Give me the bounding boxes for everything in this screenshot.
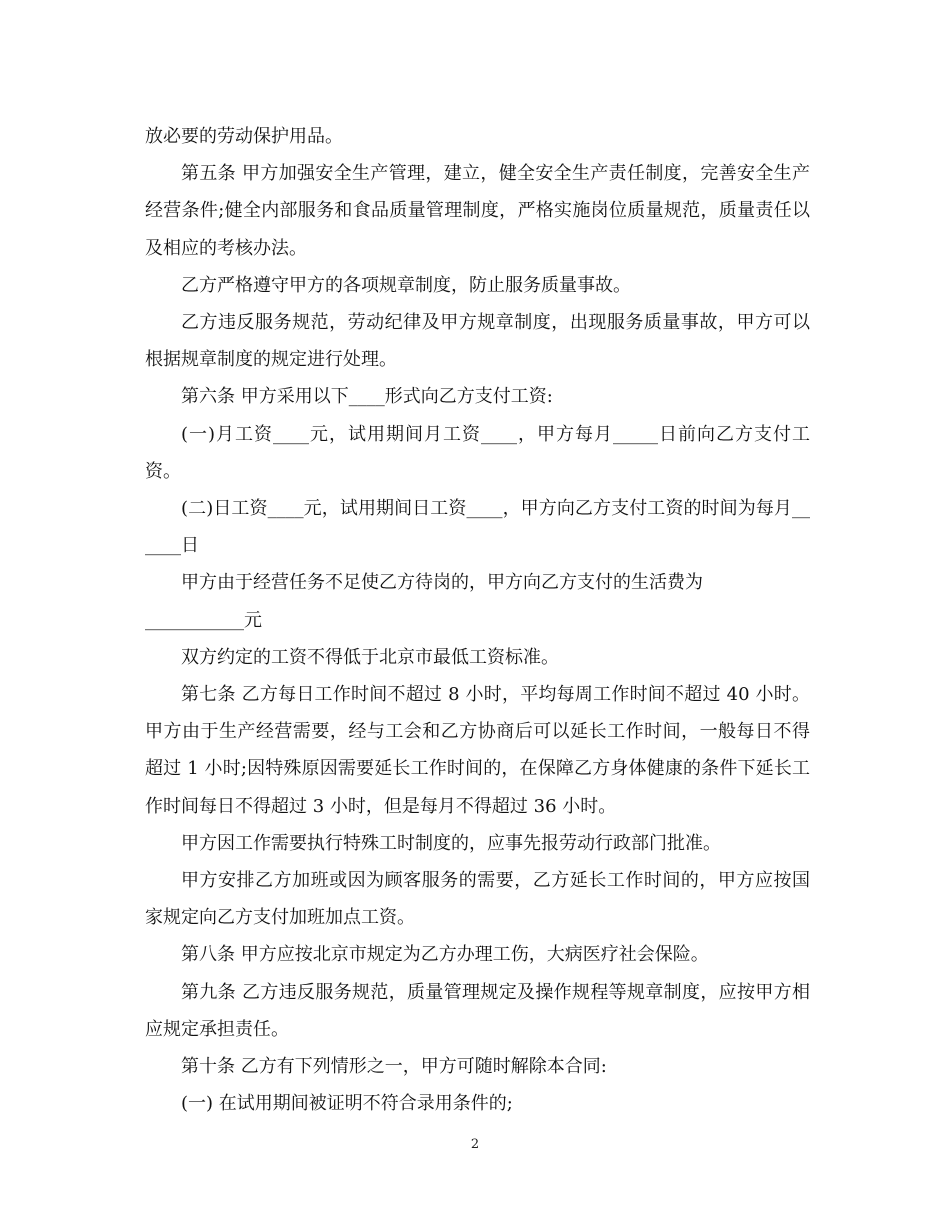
paragraph-minimum-wage: 双方约定的工资不得低于北京市最低工资标准。	[181, 646, 559, 668]
paragraph-protective-supplies: 放必要的劳动保护用品。	[145, 126, 343, 147]
paragraph-article-10: 第十条 乙方有下列情形之一，甲方可随时解除本合同:	[181, 1056, 607, 1078]
paragraph-article-7: 第七条 乙方每日工作时间不超过 8 小时，平均每周工作时间不超过 40 小时。甲方由于生产经营需要，经与工会和乙方协商后可以延长工作时间，一般每日不得超过 1 小时;因特殊原因需要延长工作时间的，在保障乙方身体健康的条件下延长工作时间每日不得超过 3 小时，但是每月不得超过 36 小时。	[145, 684, 810, 817]
paragraph-party-b-compliance: 乙方严格遵守甲方的各项规章制度，防止服务质量事故。	[181, 274, 631, 296]
paragraph-special-hours: 甲方因工作需要执行特殊工时制度的，应事先报劳动行政部门批准。	[181, 832, 721, 854]
contract-body	[145, 118, 810, 1122]
page-number: 2	[470, 1137, 480, 1152]
paragraph-article-10-item-1: (一) 在试用期间被证明不符合录用条件的;	[181, 1093, 513, 1115]
paragraph-article-9: 第九条 乙方违反服务规范，质量管理规定及操作规程等规章制度，应按甲方相应规定承担责任。	[145, 981, 810, 1040]
paragraph-overtime-pay: 甲方安排乙方加班或因为顾客服务的需要，乙方延长工作时间的，甲方应按国家规定向乙方支付加班加点工资。	[145, 870, 810, 929]
paragraph-standby-allowance: 甲方由于经营任务不足使乙方待岗的，甲方向乙方支付的生活费为 ___________元	[145, 572, 703, 631]
paragraph-article-5: 第五条 甲方加强安全生产管理，建立，健全安全生产责任制度，完善安全生产经营条件;健全内部服务和食品质量管理制度，严格实施岗位质量规范，质量责任以及相应的考核办法。	[145, 163, 810, 259]
paragraph-party-b-violation: 乙方违反服务规范，劳动纪律及甲方规章制度，出现服务质量事故，甲方可以根据规章制度的规定进行处理。	[145, 312, 810, 371]
paragraph-daily-wage: (二)日工资____元，试用期间日工资____，甲方向乙方支付工资的时间为每月______日	[145, 498, 810, 557]
paragraph-article-8: 第八条 甲方应按北京市规定为乙方办理工伤，大病医疗社会保险。	[181, 944, 709, 966]
paragraph-monthly-wage: (一)月工资____元，试用期间月工资____，甲方每月_____日前向乙方支付工资。	[145, 423, 810, 482]
paragraph-article-6: 第六条 甲方采用以下____形式向乙方支付工资:	[181, 386, 553, 408]
